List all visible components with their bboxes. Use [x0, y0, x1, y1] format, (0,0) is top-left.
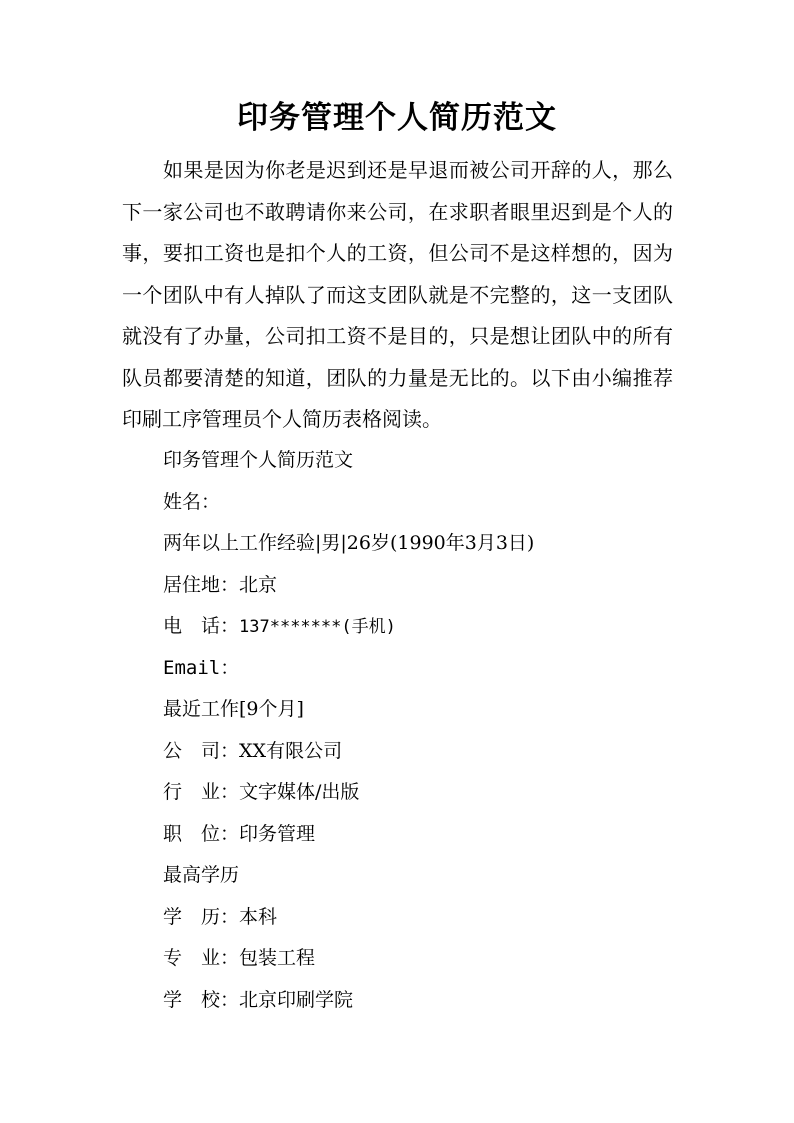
- degree-key: 学 历：: [163, 905, 240, 928]
- resume-subtitle: 印务管理个人简历范文: [163, 449, 354, 471]
- school-line: [163, 980, 683, 1022]
- phone-value: 137*******(手机): [239, 617, 396, 637]
- industry-key: 行 业：: [163, 781, 240, 803]
- resume-lines: [163, 440, 683, 1021]
- position-value: 印务管理: [239, 822, 316, 845]
- phone-line: [163, 606, 683, 648]
- intro-paragraph: 如果是因为你老是迟到还是早退而被公司开辞的人，那么下一家公司也不敢聘请你来公司，在求职者眼里迟到是个人的事，要扣工资也是扣个人的工资，但公司不是这样想的，因为一个团队中有人掉队了而这支团队就是不完整的，这一支团队就没有了办量，公司扣工资不是目的，只是想让团队中的所有队员都要清楚的知道，团队的力量是无比的。以下由小编推荐印刷工序管理员个人简历表格阅读。: [122, 158, 673, 431]
- degree-value: 本科: [239, 905, 278, 928]
- major-key: 专 业：: [163, 947, 240, 969]
- major-value: 包装工程: [239, 947, 316, 969]
- company-value: XX有限公司: [239, 739, 343, 762]
- position-key: 职 位：: [163, 822, 240, 845]
- company-line: [163, 731, 683, 773]
- document-title: 印务管理个人简历范文: [237, 100, 557, 136]
- school-key: 学 校：: [163, 988, 240, 1011]
- education-heading: 最高学历: [163, 864, 240, 886]
- degree-line: [163, 897, 683, 939]
- residence-line: 居住地：北京: [163, 573, 278, 596]
- recent-work-line: 最近工作[9个月]: [163, 698, 304, 720]
- major-line: [163, 938, 683, 980]
- phone-key: 电 话：: [163, 615, 240, 637]
- company-key: 公 司：: [163, 739, 240, 762]
- name-line: 姓名：: [163, 490, 221, 513]
- position-line: [163, 814, 683, 856]
- email-line: Email：: [163, 656, 240, 679]
- industry-line: [163, 772, 683, 814]
- industry-value: 文字媒体/出版: [239, 781, 360, 803]
- school-value: 北京印刷学院: [239, 988, 354, 1011]
- summary-line: 两年以上工作经验|男|26岁(1990年3月3日): [163, 532, 535, 554]
